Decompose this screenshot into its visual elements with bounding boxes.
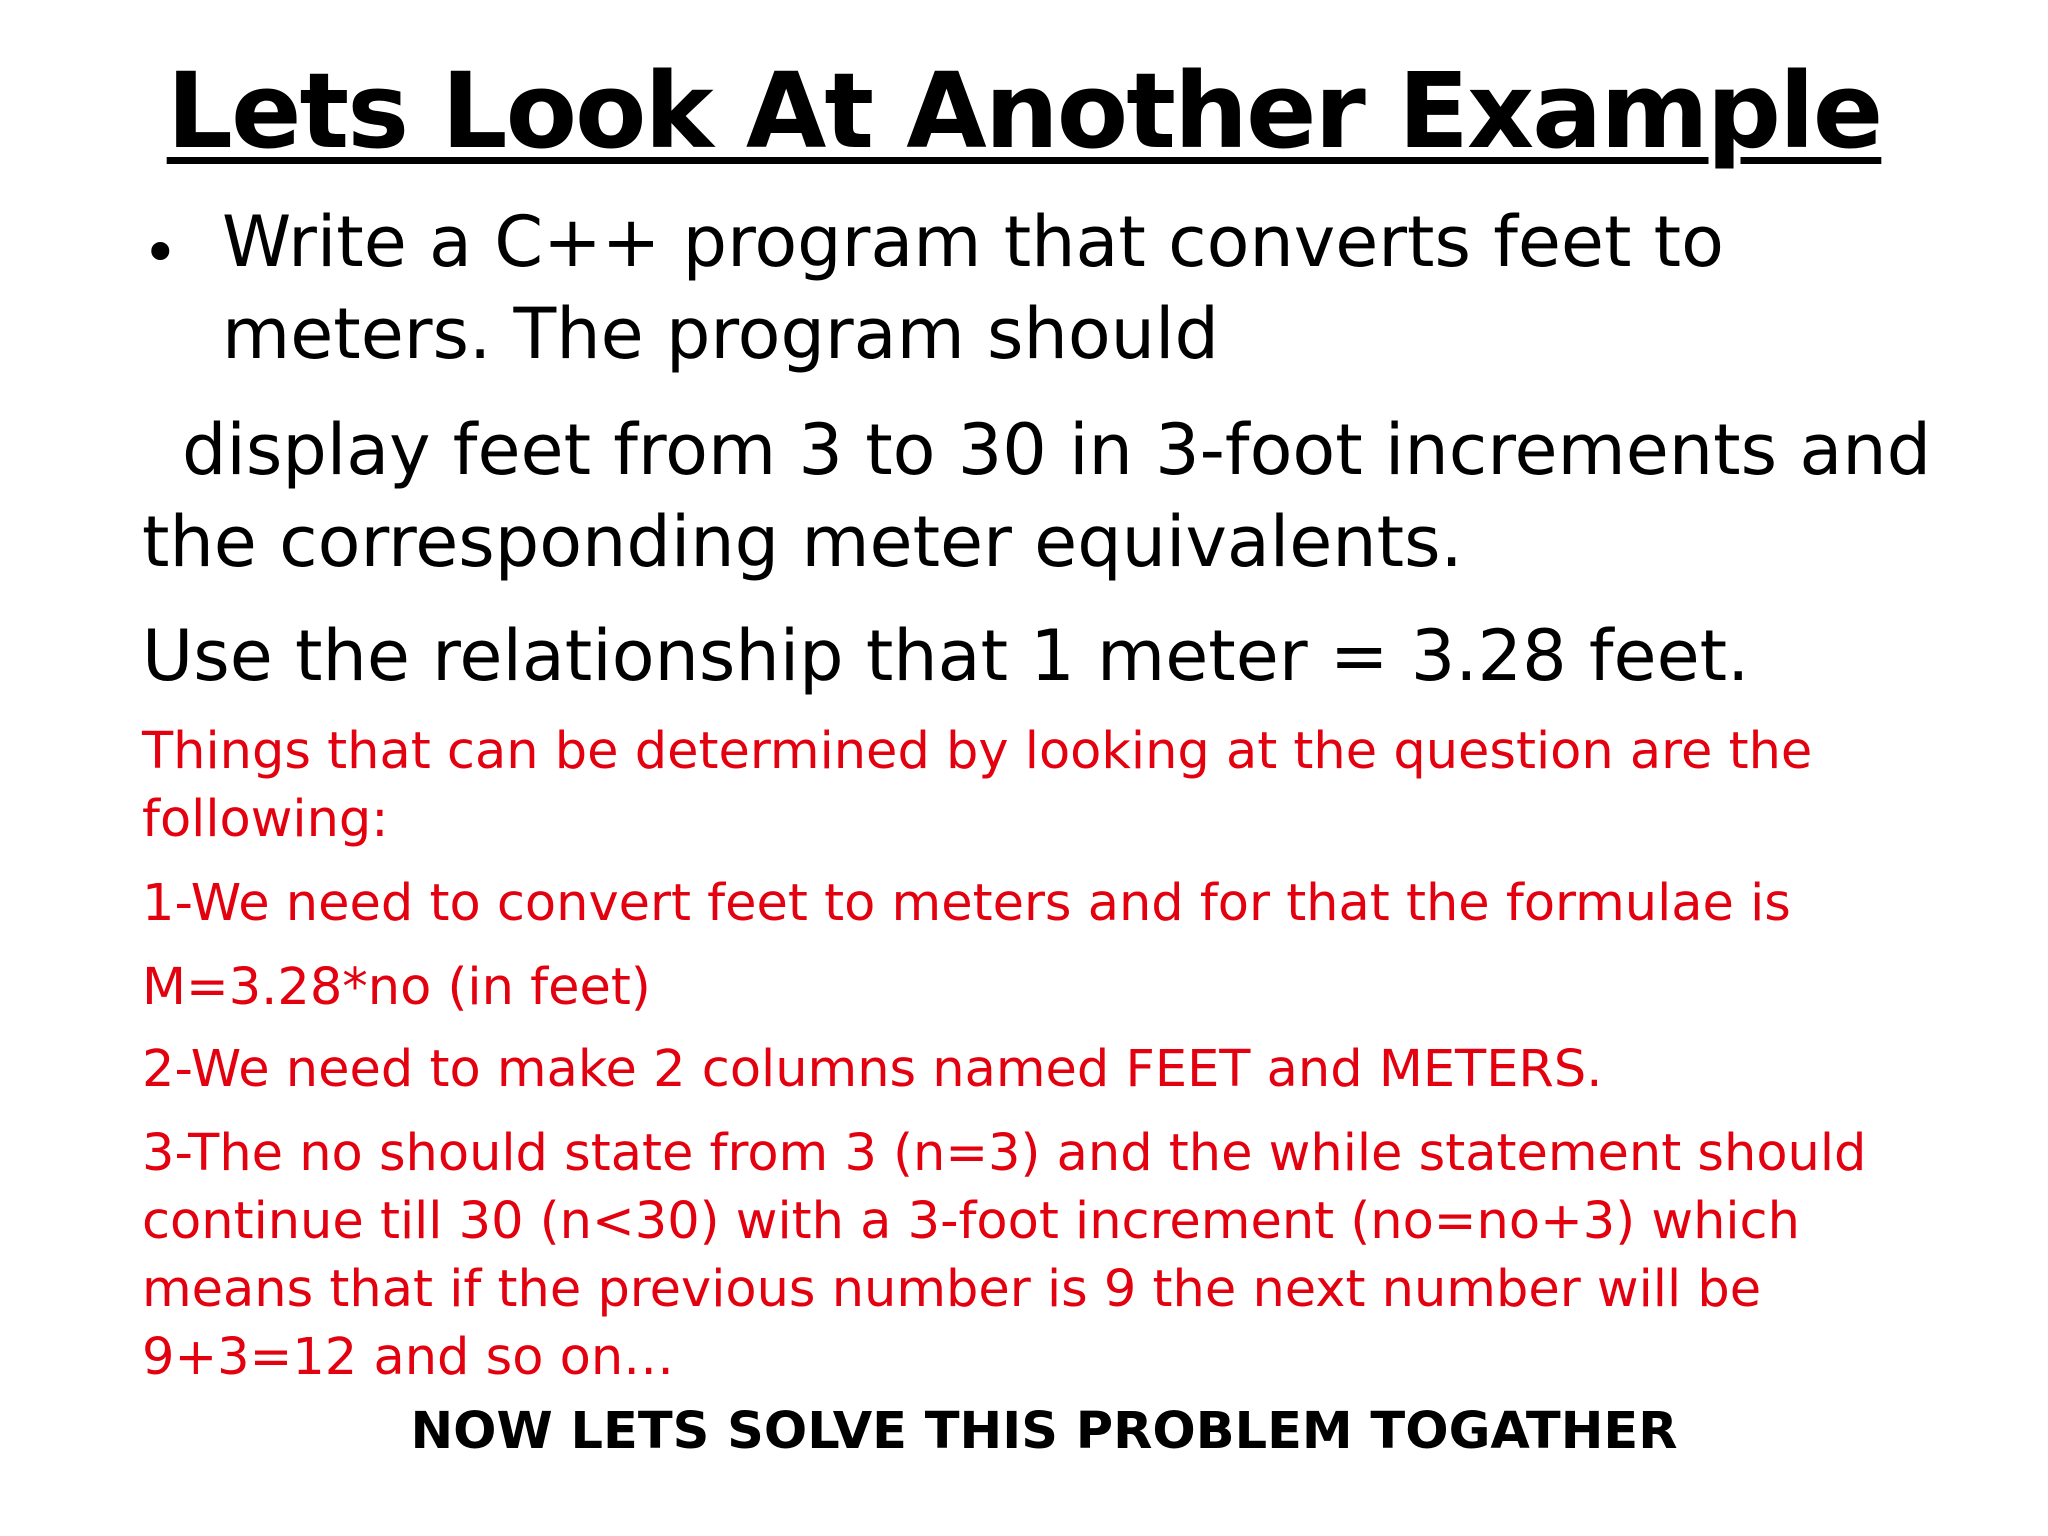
footer-call-to-action: NOW LETS SOLVE THIS PROBLEM TOGATHER [410, 1402, 1678, 1461]
bullet-text: Write a C++ program that converts feet to meters. The program should [222, 201, 1724, 375]
task-line-1: display feet from 3 to 30 in 3-foot increments and [182, 409, 1932, 491]
task-line-2: the corresponding meter equivalents. [142, 501, 1463, 583]
note-step-3: 3-The no should state from 3 (n=3) and the while statement should continue till 30 (n<30) with a 3-foot increment (no=no+3) which means that if the previous number is 9 the next number will be 9+3=12 and so on… [142, 1124, 1867, 1387]
slide-title: Lets Look At Another Example [166, 50, 1882, 172]
relationship-text: Use the relationship that 1 meter = 3.28 feet. [142, 615, 1750, 697]
task-paragraph [142, 404, 2002, 588]
note-step-2: 2-We need to make 2 columns named FEET and METERS. [142, 1040, 1603, 1099]
note-formula: M=3.28*no (in feet) [142, 958, 651, 1017]
note-intro: Things that can be determined by looking at the question are the following: [142, 722, 1813, 849]
note-step-1: 1-We need to convert feet to meters and for that the formulae is [142, 874, 1791, 933]
bullet-dot-icon: • [142, 216, 179, 289]
